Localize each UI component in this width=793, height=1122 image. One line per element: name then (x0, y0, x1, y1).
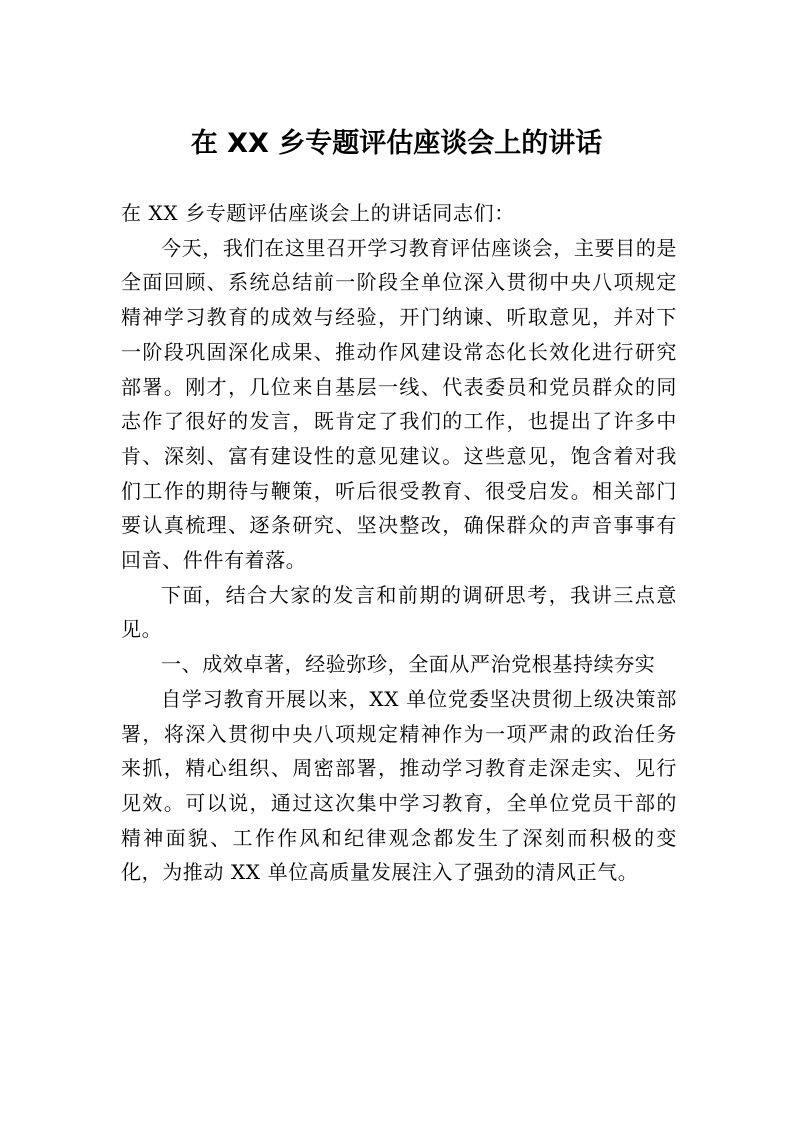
body-paragraph: 自学习教育开展以来，XX 单位党委坚决贯彻上级决策部署，将深入贯彻中央八项规定精神作为一项严肃的政治任务来抓，精心组织、周密部署，推动学习教育走深走实、见行见效。可以说，通过这次集中学习教育，全单位党员干部的精神面貌、工作作风和纪律观念都发生了深刻而积极的变化，为推动 XX 单位高质量发展注入了强劲的清风正气。 (121, 686, 677, 885)
document-title: 在 XX 乡专题评估座谈会上的讲话 (190, 128, 603, 159)
document-body (121, 196, 677, 890)
body-paragraph: 今天，我们在这里召开学习教育评估座谈会，主要目的是全面回顾、系统总结前一阶段全单位深入贯彻中央八项规定精神学习教育的成效与经验，开门纳谏、听取意见，并对下一阶段巩固深化成果、推动作风建设常态化长效化进行研究部署。刚才，几位来自基层一线、代表委员和党员群众的同志作了很好的发言，既肯定了我们的工作，也提出了许多中肯、深刻、富有建设性的意见建议。这些意见，饱含着对我们工作的期待与鞭策，听后很受教育、很受启发。相关部门要认真梳理、逐条研究、坚决整改，确保群众的声音事事有回音、件件有着落。 (121, 235, 677, 573)
salutation-paragraph: 在 XX 乡专题评估座谈会上的讲话同志们： (121, 201, 515, 225)
section-heading: 一、成效卓著，经验弥珍，全面从严治党根基持续夯实 (161, 652, 656, 677)
body-paragraph: 下面，结合大家的发言和前期的调研思考，我讲三点意见。 (121, 582, 677, 642)
